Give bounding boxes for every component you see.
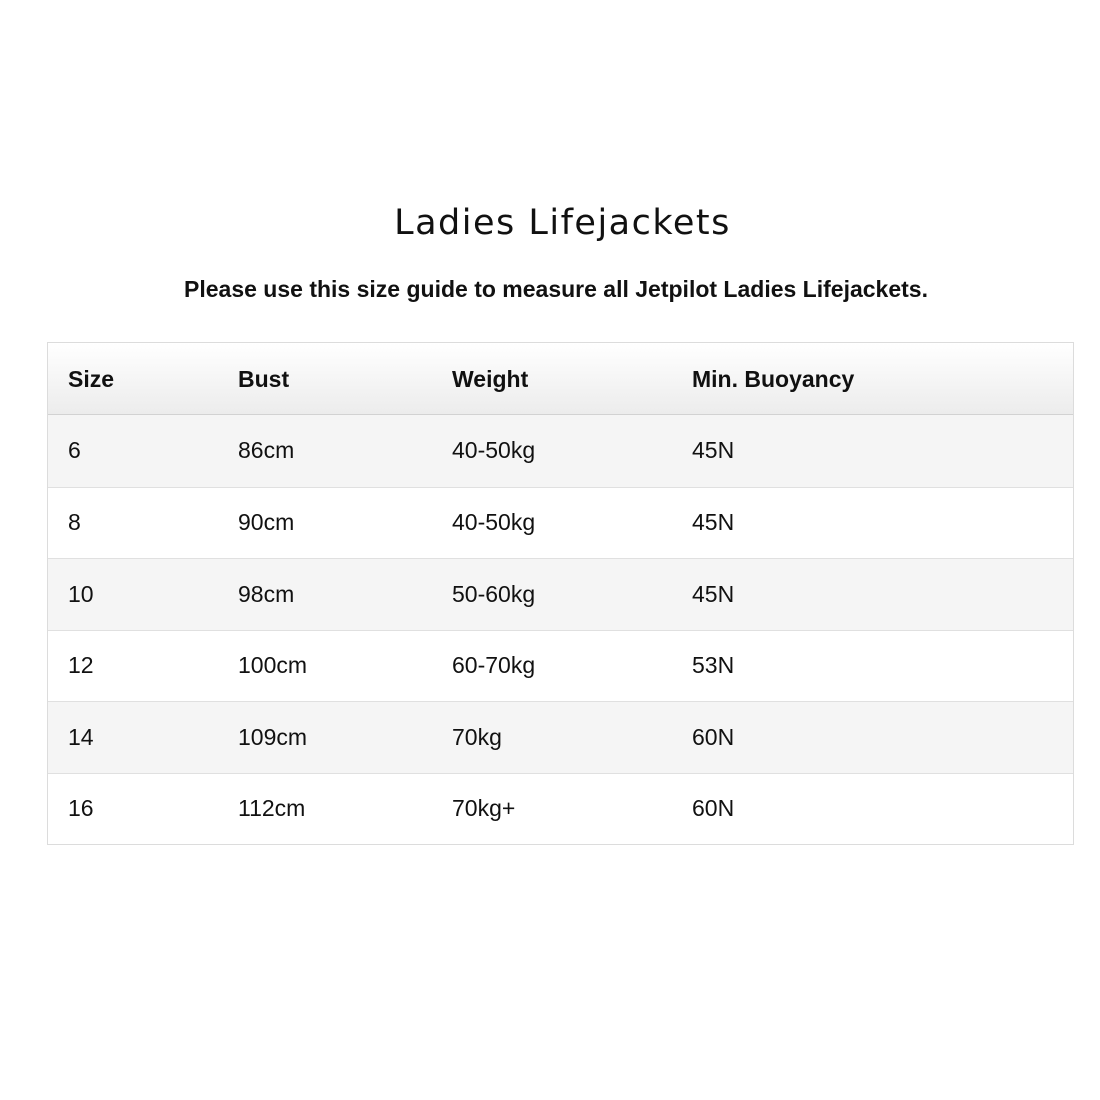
cell-weight: 60-70kg [452,652,536,679]
size-guide-table [47,342,1074,845]
cell-weight: 40-50kg [452,509,536,536]
cell-bust: 112cm [238,795,306,822]
page-subtitle: Please use this size guide to measure all Jetpilot Ladies Lifejackets. [184,276,928,302]
cell-size: 16 [68,795,94,822]
cell-min-buoyancy: 45N [692,580,735,607]
cell-bust: 109cm [238,723,308,750]
cell-min-buoyancy: 53N [692,652,735,679]
cell-size: 6 [68,437,81,464]
cell-size: 14 [68,723,94,750]
header-size: Size [68,365,115,392]
header-weight: Weight [452,365,529,392]
table-row [48,701,1073,773]
cell-min-buoyancy: 45N [692,437,735,464]
cell-min-buoyancy: 60N [692,723,735,750]
table-row [48,415,1073,487]
table-row [48,558,1073,630]
table-row [48,487,1073,559]
cell-weight: 70kg [452,723,502,750]
cell-weight: 40-50kg [452,437,536,464]
cell-weight: 70kg+ [452,795,516,822]
cell-bust: 86cm [238,437,295,464]
cell-size: 8 [68,509,81,536]
cell-size: 12 [68,652,94,679]
cell-min-buoyancy: 60N [692,795,735,822]
header-bust: Bust [238,365,290,392]
page-title: Ladies Lifejackets [394,203,731,243]
cell-bust: 98cm [238,580,295,607]
header-min-buoyancy: Min. Buoyancy [692,365,855,392]
cell-bust: 100cm [238,652,308,679]
table-header-row [48,343,1073,415]
cell-bust: 90cm [238,509,295,536]
cell-min-buoyancy: 45N [692,509,735,536]
cell-size: 10 [68,580,94,607]
table-row [48,773,1073,845]
table-row [48,630,1073,702]
cell-weight: 50-60kg [452,580,536,607]
